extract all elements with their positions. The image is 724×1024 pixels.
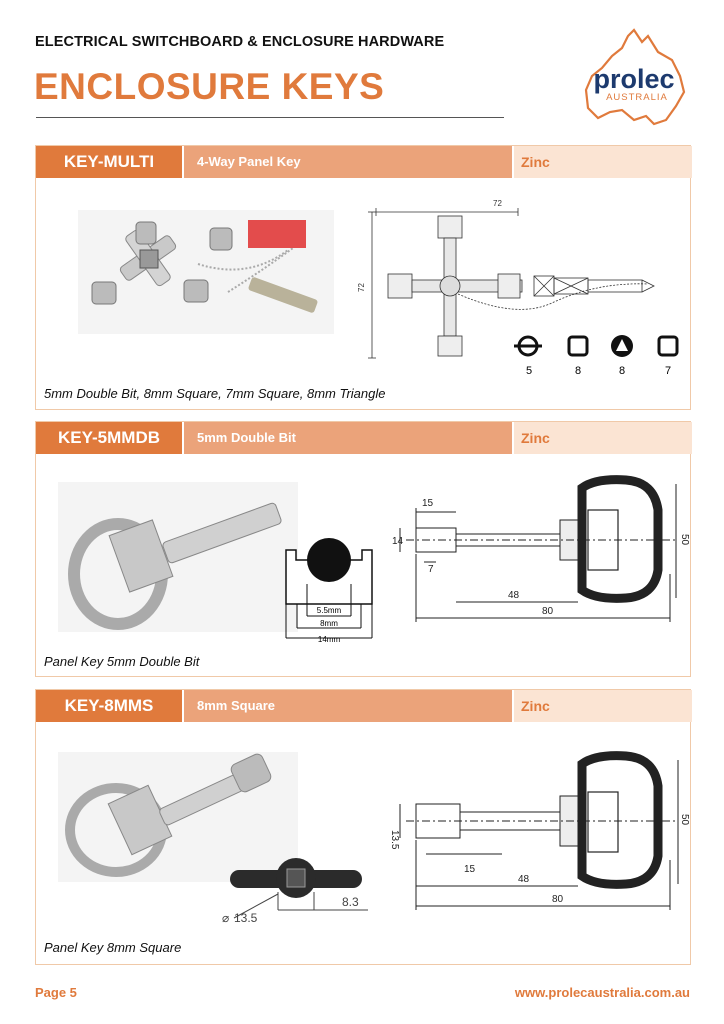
key-8mms-drawing [386, 750, 690, 926]
red-cap-icon [248, 220, 306, 248]
dim-label: 7 [428, 564, 434, 575]
product-code: KEY-5MMDB [36, 422, 182, 454]
product-material: Zinc [514, 146, 692, 178]
dim-label: 15 [422, 498, 434, 509]
header-divider [36, 117, 504, 118]
product-key-8mms [35, 689, 691, 965]
dim-label: 48 [508, 590, 520, 601]
product-header [36, 422, 690, 454]
dim-height: 72 [357, 283, 366, 292]
dim-label: 48 [518, 874, 530, 885]
product-description: 8mm Square [184, 690, 512, 722]
svg-text:⌀: ⌀ [222, 911, 230, 925]
key-multi-photo [78, 210, 334, 334]
dim-label: 13.5 [389, 830, 400, 850]
product-material: Zinc [514, 422, 692, 454]
product-caption: 5mm Double Bit, 8mm Square, 7mm Square, 8mm Triangle [44, 386, 386, 401]
key-8mms-profile [216, 850, 376, 926]
page-number: Page 5 [35, 985, 77, 1000]
double-bit-profile-icon [514, 337, 542, 355]
key-5mmdb-photo [58, 482, 298, 632]
page-title: ENCLOSURE KEYS [34, 66, 385, 107]
product-code: KEY-8MMS [36, 690, 182, 722]
product-caption: Panel Key 5mm Double Bit [44, 654, 200, 669]
product-header [36, 690, 690, 722]
product-key-5mmdb [35, 421, 691, 677]
dim-label: 15 [464, 864, 476, 875]
dim-width: 72 [493, 199, 502, 208]
square-7-profile-icon [659, 337, 677, 355]
profile-size: 7 [664, 365, 672, 377]
product-code: KEY-MULTI [36, 146, 182, 178]
profile-diameter: 13.5 [234, 911, 258, 925]
dim-label: 50 [679, 534, 690, 546]
logo-country: AUSTRALIA [606, 92, 668, 103]
product-header [36, 146, 690, 178]
profile-size: 8 [618, 365, 626, 377]
square-profile-icon [287, 869, 305, 887]
profile-size: 5 [525, 365, 533, 377]
dim-label: 50 [679, 814, 690, 826]
dim-label: 80 [552, 894, 564, 905]
triangle-profile-icon [611, 335, 633, 357]
product-description: 5mm Double Bit [184, 422, 512, 454]
product-caption: Panel Key 8mm Square [44, 940, 182, 955]
logo-brand: prolec [593, 64, 675, 94]
prolec-logo [576, 26, 694, 130]
double-bit-profile-icon [307, 538, 351, 582]
dim-label: 80 [542, 606, 554, 617]
dim-label: 14 [392, 536, 404, 547]
header-subtitle: ELECTRICAL SWITCHBOARD & ENCLOSURE HARDWARE [35, 34, 445, 50]
website-link[interactable]: www.prolecaustralia.com.au [514, 985, 690, 1000]
profile-outer: 14mm [317, 635, 341, 644]
key-5mmdb-profile [284, 532, 374, 644]
profile-inner: 5.5mm [316, 606, 342, 615]
profile-length: 8.3 [342, 895, 359, 909]
key-5mmdb-drawing [386, 474, 690, 644]
key-multi-profiles [506, 332, 686, 378]
profile-size: 8 [574, 365, 582, 377]
product-material: Zinc [514, 690, 692, 722]
product-key-multi [35, 145, 691, 410]
profile-mid: 8mm [320, 619, 338, 628]
product-description: 4-Way Panel Key [184, 146, 512, 178]
square-8-profile-icon [569, 337, 587, 355]
